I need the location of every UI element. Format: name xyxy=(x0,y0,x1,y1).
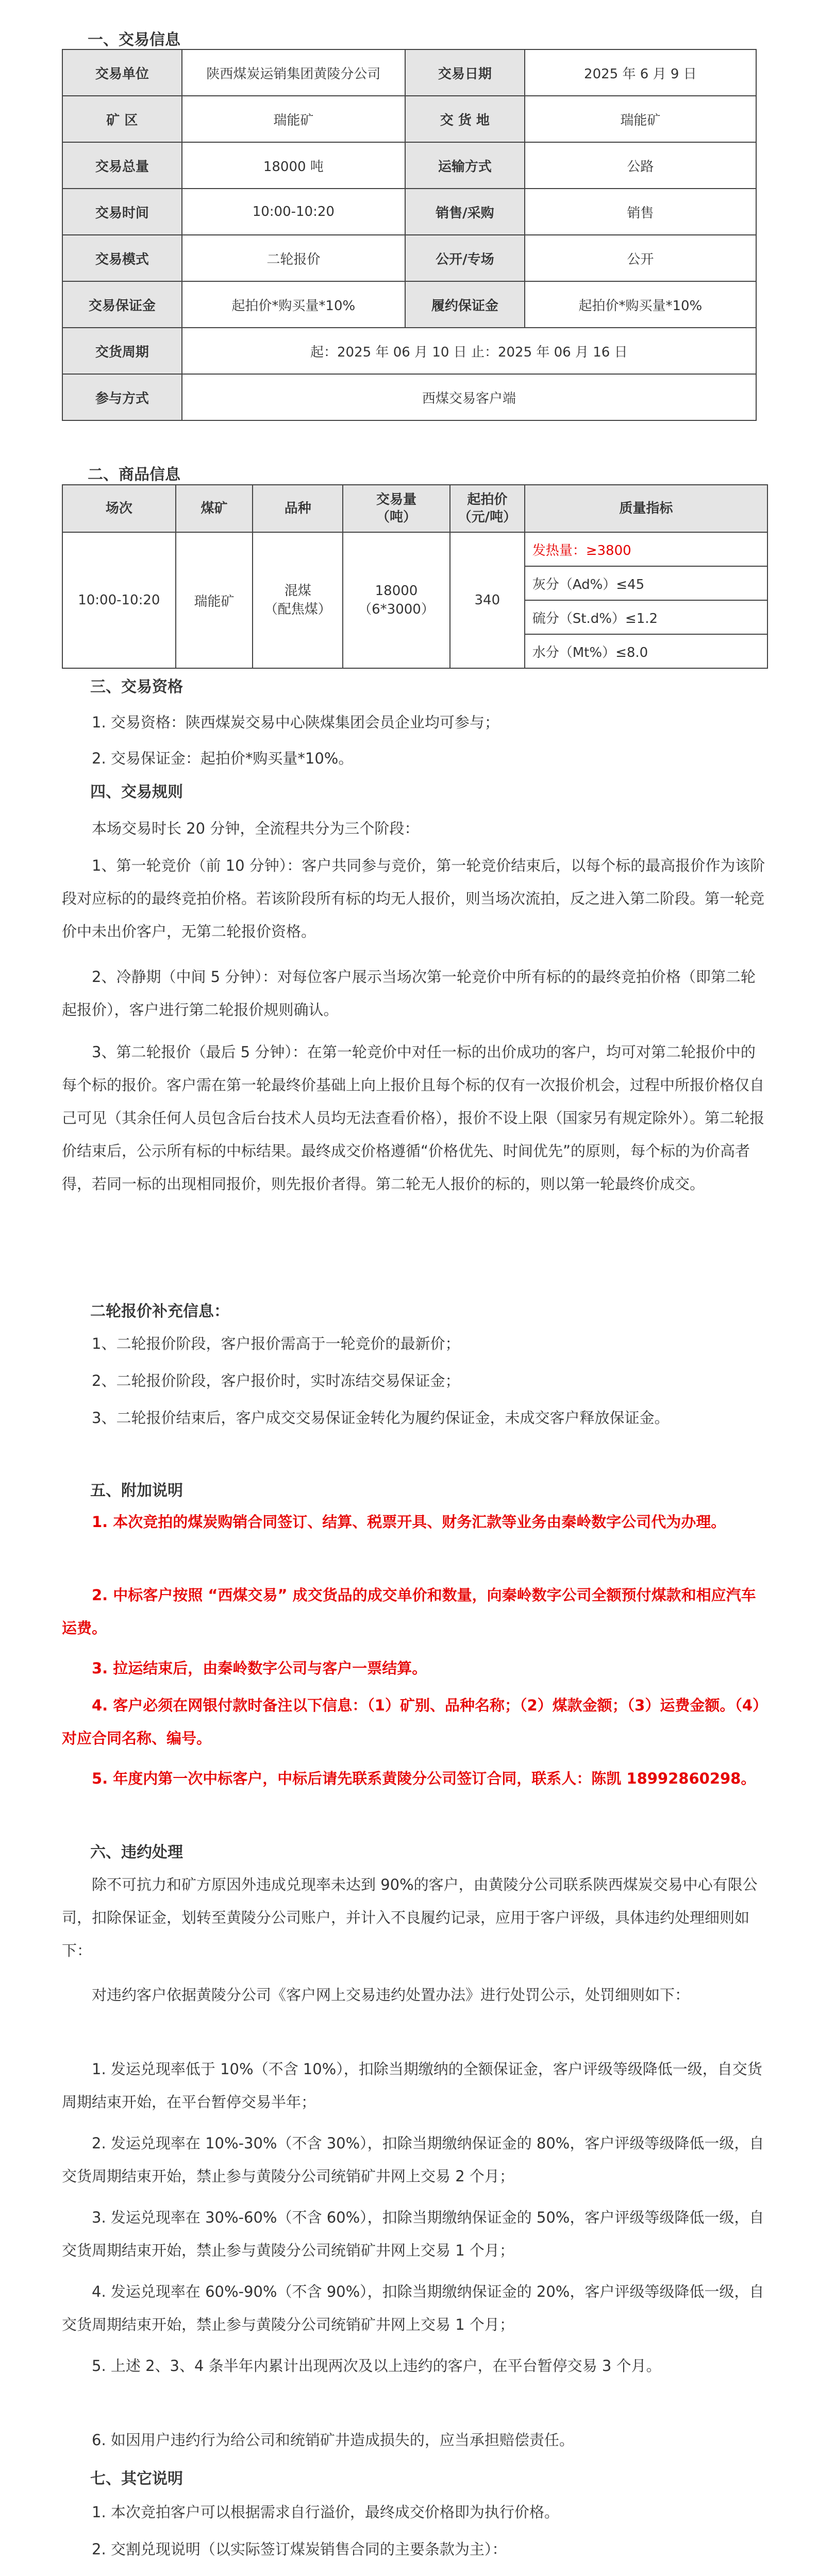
cell-label: 公开/专场 xyxy=(405,235,525,281)
cell-label: 交 货 地 xyxy=(405,96,525,142)
table-row xyxy=(62,374,756,420)
cell-value: 公路 xyxy=(525,142,756,189)
qualification-item: 1. 交易资格：陕西煤炭交易中心陕煤集团会员企业均可参与； xyxy=(92,714,499,731)
cell-value: 起拍价*购买量*10% xyxy=(182,281,405,328)
breach-item: 6. 如因用户违约行为给公司和统销矿井造成损失的，应当承担赔偿责任。 xyxy=(92,2431,574,2449)
cell-value: 瑞能矿 xyxy=(182,96,405,142)
rules-intro: 本场交易时长 20 分钟，全流程共分为三个阶段： xyxy=(92,820,420,837)
cell-label: 参与方式 xyxy=(62,374,182,420)
table-row xyxy=(62,532,767,566)
section-title-additional: 五、附加说明 xyxy=(90,1482,183,1500)
section-title-breach: 六、违约处理 xyxy=(90,1843,183,1861)
table-row xyxy=(62,235,756,281)
section-title-rules: 四、交易规则 xyxy=(90,783,183,801)
cell-value: 18000 吨 xyxy=(182,142,405,189)
cell-value: 公开 xyxy=(525,235,756,281)
table-row xyxy=(62,281,756,328)
cell-value: 陕西煤炭运销集团黄陵分公司 xyxy=(182,49,405,96)
additional-item: 4. 客户必须在网银付款时备注以下信息：（1）矿别、品种名称；（2）煤款金额；（3）运费金额。（4）对应合同名称、编号。 xyxy=(62,1697,768,1747)
table-row xyxy=(62,142,756,189)
cell-label: 矿 区 xyxy=(62,96,182,142)
quality-ash: 灰分（Ad%）≤45 xyxy=(525,566,767,600)
other-item xyxy=(62,2570,768,2576)
breach-item: 1. 发运兑现率低于 10%（不含 10%），扣除当期缴纳的全额保证金，客户评级等级降低一级，自交货周期结束开始，在平台暂停交易半年； xyxy=(62,2060,762,2111)
cell-label: 交易时间 xyxy=(62,189,182,235)
cell-value: 二轮报价 xyxy=(182,235,405,281)
section-title-supplement: 二轮报价补充信息： xyxy=(90,1302,229,1320)
table-row xyxy=(62,96,756,142)
section-title-trade-info: 一、交易信息 xyxy=(88,31,180,49)
breach-item: 3. 发运兑现率在 30%-60%（不含 60%），扣除当期缴纳保证金的 50%，客户评级等级降低一级，自交货周期结束开始，禁止参与黄陵分公司统销矿井网上交易 1 个月； xyxy=(62,2209,764,2259)
supplement-item: 3、二轮报价结束后，客户成交交易保证金转化为履约保证金，未成交客户释放保证金。 xyxy=(92,1409,670,1427)
section-title-qualification: 三、交易资格 xyxy=(90,678,183,696)
cell-variety: 混煤 （配焦煤） xyxy=(253,532,343,668)
additional-item: 5. 年度内第一次中标客户，中标后请先联系黄陵分公司签订合同，联系人：陈凯 18992860298。 xyxy=(92,1770,756,1787)
table-row xyxy=(62,328,756,374)
additional-item: 3. 拉运结束后，由秦岭数字公司与客户一票结算。 xyxy=(92,1659,427,1677)
cell-label: 交易总量 xyxy=(62,142,182,189)
cell-label: 交易保证金 xyxy=(62,281,182,328)
supplement-item: 1、二轮报价阶段，客户报价需高于一轮竞价的最新价； xyxy=(92,1335,460,1352)
table-header-row xyxy=(62,485,767,532)
cell-value: 起：2025 年 06 月 10 日 止：2025 年 06 月 16 日 xyxy=(182,328,756,374)
cell-value: 起拍价*购买量*10% xyxy=(525,281,756,328)
header-variety: 品种 xyxy=(253,485,343,532)
header-mine: 煤矿 xyxy=(176,485,253,532)
section-title-other: 七、其它说明 xyxy=(90,2470,183,2488)
header-session: 场次 xyxy=(62,485,176,532)
other-item: 1. 本次竞拍客户可以根据需求自行溢价，最终成交价格即为执行价格。 xyxy=(92,2503,559,2521)
cell-label: 交货周期 xyxy=(62,328,182,374)
breach-intro: 除不可抗力和矿方原因外违成兑现率未达到 90%的客户，由黄陵分公司联系陕西煤炭交易中心有限公司，扣除保证金，划转至黄陵分公司账户，并计入不良履约记录，应用于客户评级，具体违约处理细则如下： xyxy=(62,1876,758,1959)
cell-session: 10:00-10:20 xyxy=(62,532,176,668)
rules-cooling: 2、冷静期（中间 5 分钟）：对每位客户展示当场次第一轮竞价中所有标的的最终竞拍价格（即第二轮起报价），客户进行第二轮报价规则确认。 xyxy=(62,968,756,1019)
quality-calorific: 发热量：≥3800 xyxy=(525,532,767,566)
rules-round-2: 3、第二轮报价（最后 5 分钟）：在第一轮竞价中对任一标的出价成功的客户，均可对第二轮报价中的每个标的报价。客户需在第一轮最终价基础上向上报价且每个标的仅有一次报价机会，过程中所报价格仅自己可见（其余任何人员包含后台技术人员均无法查看价格），报价不设上限（国家另有规定除外）。第二轮报价结束后，公示所有标的中标结果。最终成交价格遵循“价格优先、时间优先”的原则，每个标的为价高者得，若同一标的出现相同报价，则先报价者得。第二轮无人报价的标的，则以第一轮最终价成交。 xyxy=(62,1043,765,1193)
other-item: 2. 交割兑现说明（以实际签订煤炭销售合同的主要条款为主）： xyxy=(92,2540,507,2558)
header-price: 起拍价 （元/吨） xyxy=(450,485,525,532)
cell-price: 340 xyxy=(450,532,525,668)
cell-mine: 瑞能矿 xyxy=(176,532,253,668)
quality-sulfur: 硫分（St.d%）≤1.2 xyxy=(525,600,767,634)
qualification-item: 2. 交易保证金：起拍价*购买量*10%。 xyxy=(92,750,354,767)
supplement-item: 2、二轮报价阶段，客户报价时，实时冻结交易保证金； xyxy=(92,1372,460,1389)
section-title-goods-info: 二、商品信息 xyxy=(88,466,180,484)
cell-label: 履约保证金 xyxy=(405,281,525,328)
breach-item: 2. 发运兑现率在 10%-30%（不含 30%），扣除当期缴纳保证金的 80%，客户评级等级降低一级，自交货周期结束开始，禁止参与黄陵分公司统销矿井网上交易 2 个月； xyxy=(62,2134,764,2185)
header-quality: 质量指标 xyxy=(525,485,767,532)
header-volume: 交易量 （吨） xyxy=(343,485,450,532)
trade-info-table xyxy=(62,49,757,421)
additional-item: 2. 中标客户按照 “西煤交易” 成交货品的成交单价和数量，向秦岭数字公司全额预付煤款和相应汽车运费。 xyxy=(62,1586,756,1637)
breach-item: 5. 上述 2、3、4 条半年内累计出现两次及以上违约的客户，在平台暂停交易 3 个月。 xyxy=(92,2357,661,2375)
breach-detail-intro: 对违约客户依据黄陵分公司《客户网上交易违约处置办法》进行处罚公示，处罚细则如下： xyxy=(92,1986,690,2004)
table-row xyxy=(62,49,756,96)
cell-label: 交易日期 xyxy=(405,49,525,96)
cell-value: 2025 年 6 月 9 日 xyxy=(525,49,756,96)
breach-item: 4. 发运兑现率在 60%-90%（不含 90%），扣除当期缴纳保证金的 20%，客户评级等级降低一级，自交货周期结束开始，禁止参与黄陵分公司统销矿井网上交易 1 个月； xyxy=(62,2283,764,2333)
cell-label: 销售/采购 xyxy=(405,189,525,235)
cell-label: 交易单位 xyxy=(62,49,182,96)
cell-value: 销售 xyxy=(525,189,756,235)
cell-volume: 18000 （6*3000） xyxy=(343,532,450,668)
goods-table xyxy=(62,484,768,669)
table-row xyxy=(62,189,756,235)
cell-value: 10:00-10:20 xyxy=(182,189,405,235)
rules-round-1: 1、第一轮竞价（前 10 分钟）：客户共同参与竞价，第一轮竞价结束后，以每个标的最高报价作为该阶段对应标的的最终竞拍价格。若该阶段所有标的均无人报价，则当场次流拍，反之进入第二阶段。第一轮竞价中未出价客户，无第二轮报价资格。 xyxy=(62,857,765,940)
additional-item: 1. 本次竞拍的煤炭购销合同签订、结算、税票开具、财务汇款等业务由秦岭数字公司代为办理。 xyxy=(92,1513,726,1531)
cell-value: 瑞能矿 xyxy=(525,96,756,142)
cell-label: 运输方式 xyxy=(405,142,525,189)
cell-value: 西煤交易客户端 xyxy=(182,374,756,420)
quality-moisture: 水分（Mt%）≤8.0 xyxy=(525,634,767,668)
cell-label: 交易模式 xyxy=(62,235,182,281)
